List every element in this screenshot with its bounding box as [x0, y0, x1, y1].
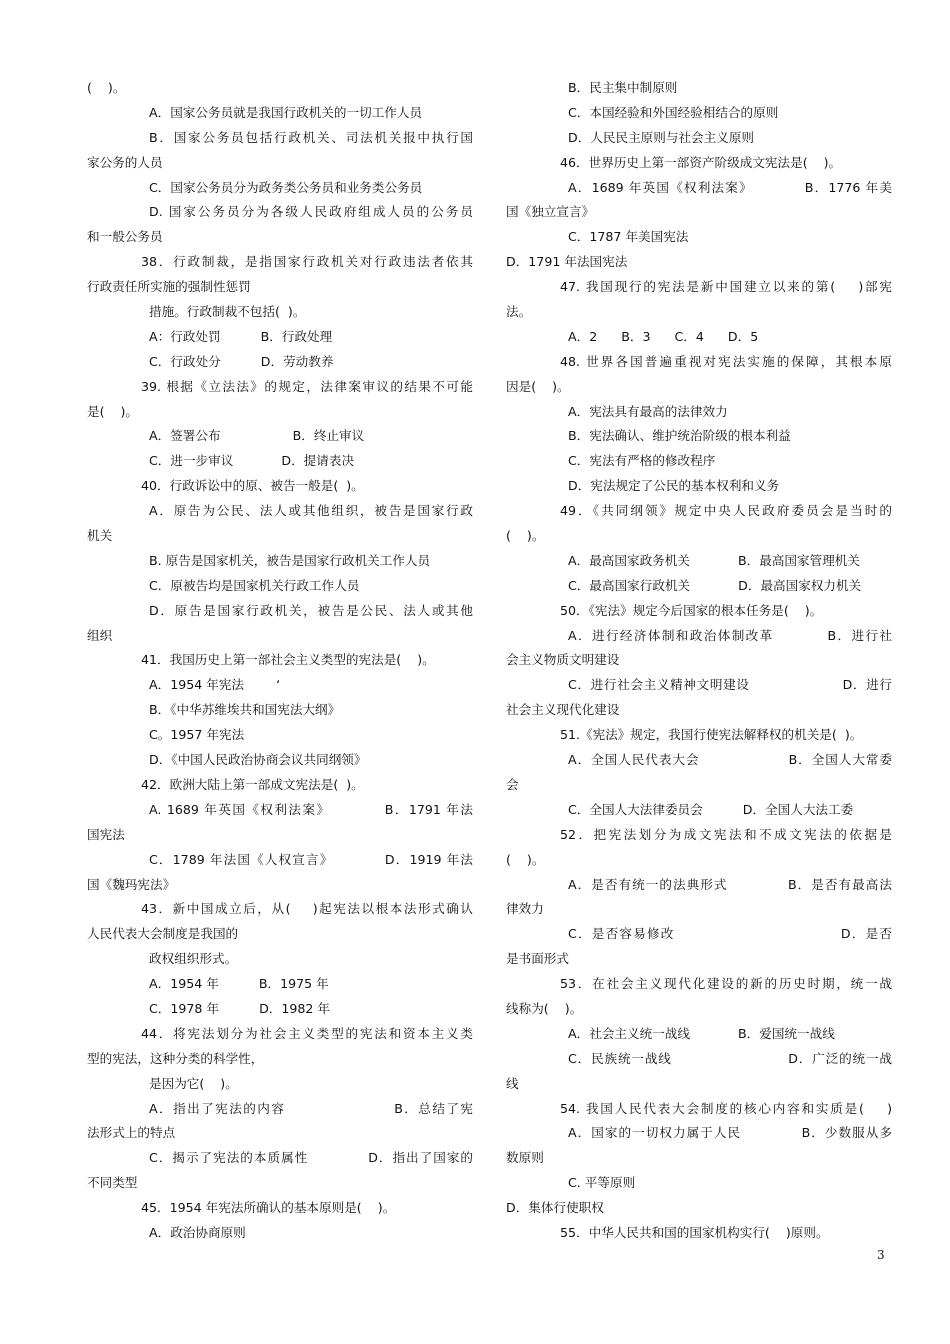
text-line: 会 — [506, 776, 519, 792]
text-line: A．签署公布 B．终止审议 — [149, 428, 365, 444]
text-line: C．民族统一战线 D．广泛的统一战 — [568, 1050, 892, 1066]
text-line: A．指出了宪法的内容 B．总结了宪 — [149, 1100, 473, 1116]
text-line: C．最高国家行政机关 D．最高国家权力机关 — [568, 577, 862, 593]
text-line: 44．将宪法划分为社会主义类型的宪法和资本主义类 — [141, 1025, 473, 1041]
text-line: C．揭示了宪法的本质属性 D．指出了国家的 — [149, 1150, 473, 1166]
text-line: 52．把宪法划分为成文宪法和不成文宪法的依据是 — [560, 826, 892, 842]
text-line: 行政责任所实施的强制性惩罚 — [87, 279, 251, 295]
text-line: 42．欧洲大陆上第一部成文宪法是( )。 — [141, 776, 364, 792]
text-line: 政权组织形式。 — [149, 951, 238, 967]
text-line: 不同类型 — [87, 1175, 138, 1191]
text-line: A．2 B．3 C．4 D．5 — [568, 328, 759, 344]
text-line: A．原告为公民、法人或其他组织，被告是国家行政 — [149, 503, 473, 519]
text-line: 47. 我国现行的宪法是新中国建立以来的第( )部宪 — [560, 279, 892, 295]
text-line: 法。 — [506, 304, 532, 320]
text-line: 措施。行政制裁不包括( )。 — [149, 304, 306, 320]
text-line: 是( )。 — [87, 403, 139, 419]
text-line: C．进行社会主义精神文明建设 D．进行 — [568, 677, 892, 693]
text-line: B．国家公务员包括行政机关、司法机关报中执行国 — [149, 129, 473, 145]
text-line: 数原则 — [506, 1150, 544, 1166]
text-line: C．1789 年法国《人权宣言》 D．1919 年法 — [149, 851, 473, 867]
text-line: 机关 — [87, 528, 113, 544]
text-line: 会主义物质文明建设 — [506, 652, 620, 668]
text-line: 组织 — [87, 627, 113, 643]
text-line: C. 平等原则 — [568, 1175, 636, 1191]
right-column — [506, 76, 892, 1246]
page-number: 3 — [877, 1248, 885, 1262]
text-line: C．进一步审议 D．提请表决 — [149, 453, 355, 469]
text-line: D．1791 年法国宪法 — [506, 254, 628, 270]
text-line: D．宪法规定了公民的基本权利和义务 — [568, 478, 780, 494]
text-line: C．是否容易修改 D．是否 — [568, 926, 892, 942]
text-line: 线 — [506, 1075, 519, 1091]
text-line: ( )。 — [87, 80, 126, 95]
text-line: 53．在社会主义现代化建设的新的历史时期，统一战 — [560, 976, 892, 992]
text-line: 46．世界历史上第一部资产阶级成文宪法是( )。 — [560, 154, 842, 170]
text-line: 51.《宪法》规定，我国行使宪法解释权的机关是( )。 — [560, 727, 863, 743]
text-line: 国《独立宣言》 — [506, 204, 595, 220]
text-line: D. 国家公务员分为各级人民政府组成人员的公务员 — [149, 204, 473, 220]
text-line: A：行政处罚 B．行政处理 — [149, 328, 333, 344]
text-line: 社会主义现代化建设 — [506, 702, 620, 718]
text-line: A. 1689 年英国《权利法案》 B．1791 年法 — [149, 801, 473, 817]
text-line: 是因为它( )。 — [149, 1075, 238, 1091]
text-line: 人民代表大会制度是我国的 — [87, 926, 239, 942]
text-line: C．1787 年美国宪法 — [568, 229, 689, 245]
text-line: C．国家公务员分为政务类公务员和业务类公务员 — [149, 179, 423, 195]
text-line: C．原被告均是国家机关行政工作人员 — [149, 577, 360, 593]
text-line: A．国家公务员就是我国行政机关的一切工作人员 — [149, 104, 423, 120]
text-line: C．行政处分 D．劳动教养 — [149, 353, 334, 369]
text-line: B．民主集中制原则 — [568, 80, 678, 95]
text-line: D．人民民主原则与社会主义原则 — [568, 129, 755, 145]
text-line: A．1954 年宪法 ‘ — [149, 677, 281, 693]
left-column — [87, 76, 473, 1246]
text-line: 家公务的人员 — [87, 154, 163, 170]
text-line: 49．《共同纲领》规定中央人民政府委员会是当时的 — [560, 503, 892, 519]
text-line: C。1957 年宪法 — [149, 727, 245, 743]
text-line: 是书面形式 — [506, 951, 569, 967]
text-line: B．《中华苏维埃共和国宪法大纲》 — [149, 702, 341, 718]
text-line: A．1689 年英国《权利法案》 B．1776 年美 — [568, 179, 892, 195]
text-line: C．1978 年 D．1982 年 — [149, 1000, 331, 1016]
text-line: 38．行政制裁，是指国家行政机关对行政违法者依其 — [141, 254, 473, 270]
text-line: 43．新中国成立后，从( )起宪法以根本法形式确认 — [141, 901, 473, 917]
text-line: A．政治协商原则 — [149, 1224, 246, 1240]
text-line: 和一般公务员 — [87, 229, 163, 245]
text-line: C．宪法有严格的修改程序 — [568, 453, 716, 469]
text-line: A．全国人民代表大会 B．全国人大常委 — [568, 752, 892, 768]
text-line: 41．我国历史上第一部社会主义类型的宪法是( )。 — [141, 652, 435, 668]
text-line: 国《魏玛宪法》 — [87, 876, 176, 892]
text-line: 40．行政诉讼中的原、被告一般是( )。 — [141, 478, 364, 494]
text-line: B. 原告是国家机关，被告是国家行政机关工作人员 — [149, 552, 431, 568]
text-line: B．宪法确认、维护统治阶级的根本利益 — [568, 428, 791, 444]
text-line: 因是( )。 — [506, 378, 570, 394]
text-line: A．是否有统一的法典形式 B．是否有最高法 — [568, 876, 892, 892]
text-line: C．全国人大法律委员会 D．全国人大法工委 — [568, 801, 854, 817]
text-line: A．国家的一切权力属于人民 B．少数服从多 — [568, 1125, 892, 1141]
text-line: 型的宪法，这种分类的科学性， — [87, 1050, 264, 1066]
text-line: 律效力 — [506, 901, 544, 917]
text-line: 39. 根据《立法法》的规定，法律案审议的结果不可能 — [141, 378, 473, 394]
text-line: 54. 我国人民代表大会制度的核心内容和实质是( ) — [560, 1100, 892, 1116]
text-line: A．进行经济体制和政治体制改革 B．进行社 — [568, 627, 892, 643]
text-line: A．社会主义统一战线 B．爱国统一战线 — [568, 1025, 835, 1041]
text-line: D．集体行使职权 — [506, 1200, 604, 1216]
text-line: 国宪法 — [87, 826, 125, 842]
text-line: 48. 世界各国普遍重视对宪法实施的保障，其根本原 — [560, 353, 892, 369]
text-line: 50．《宪法》规定今后国家的根本任务是( )。 — [560, 602, 823, 618]
text-line: C．本国经验和外国经验相结合的原则 — [568, 104, 779, 120]
text-line: A．宪法具有最高的法律效力 — [568, 403, 728, 419]
text-line: 45．1954 年宪法所确认的基本原则是( )。 — [141, 1200, 396, 1216]
text-line: A．1954 年 B．1975 年 — [149, 976, 329, 992]
text-line: D．《中国人民政治协商会议共同纲领》 — [149, 752, 367, 768]
text-line: D．原告是国家行政机关，被告是公民、法人或其他 — [149, 602, 473, 618]
text-line: 线称为( )。 — [506, 1000, 583, 1016]
text-line: 55．中华人民共和国的国家机构实行( )原则。 — [560, 1224, 829, 1240]
text-line: ( )。 — [506, 851, 545, 867]
text-line: ( )。 — [506, 528, 545, 544]
text-line: A．最高国家政务机关 B．最高国家管理机关 — [568, 552, 860, 568]
text-line: 法形式上的特点 — [87, 1125, 176, 1141]
